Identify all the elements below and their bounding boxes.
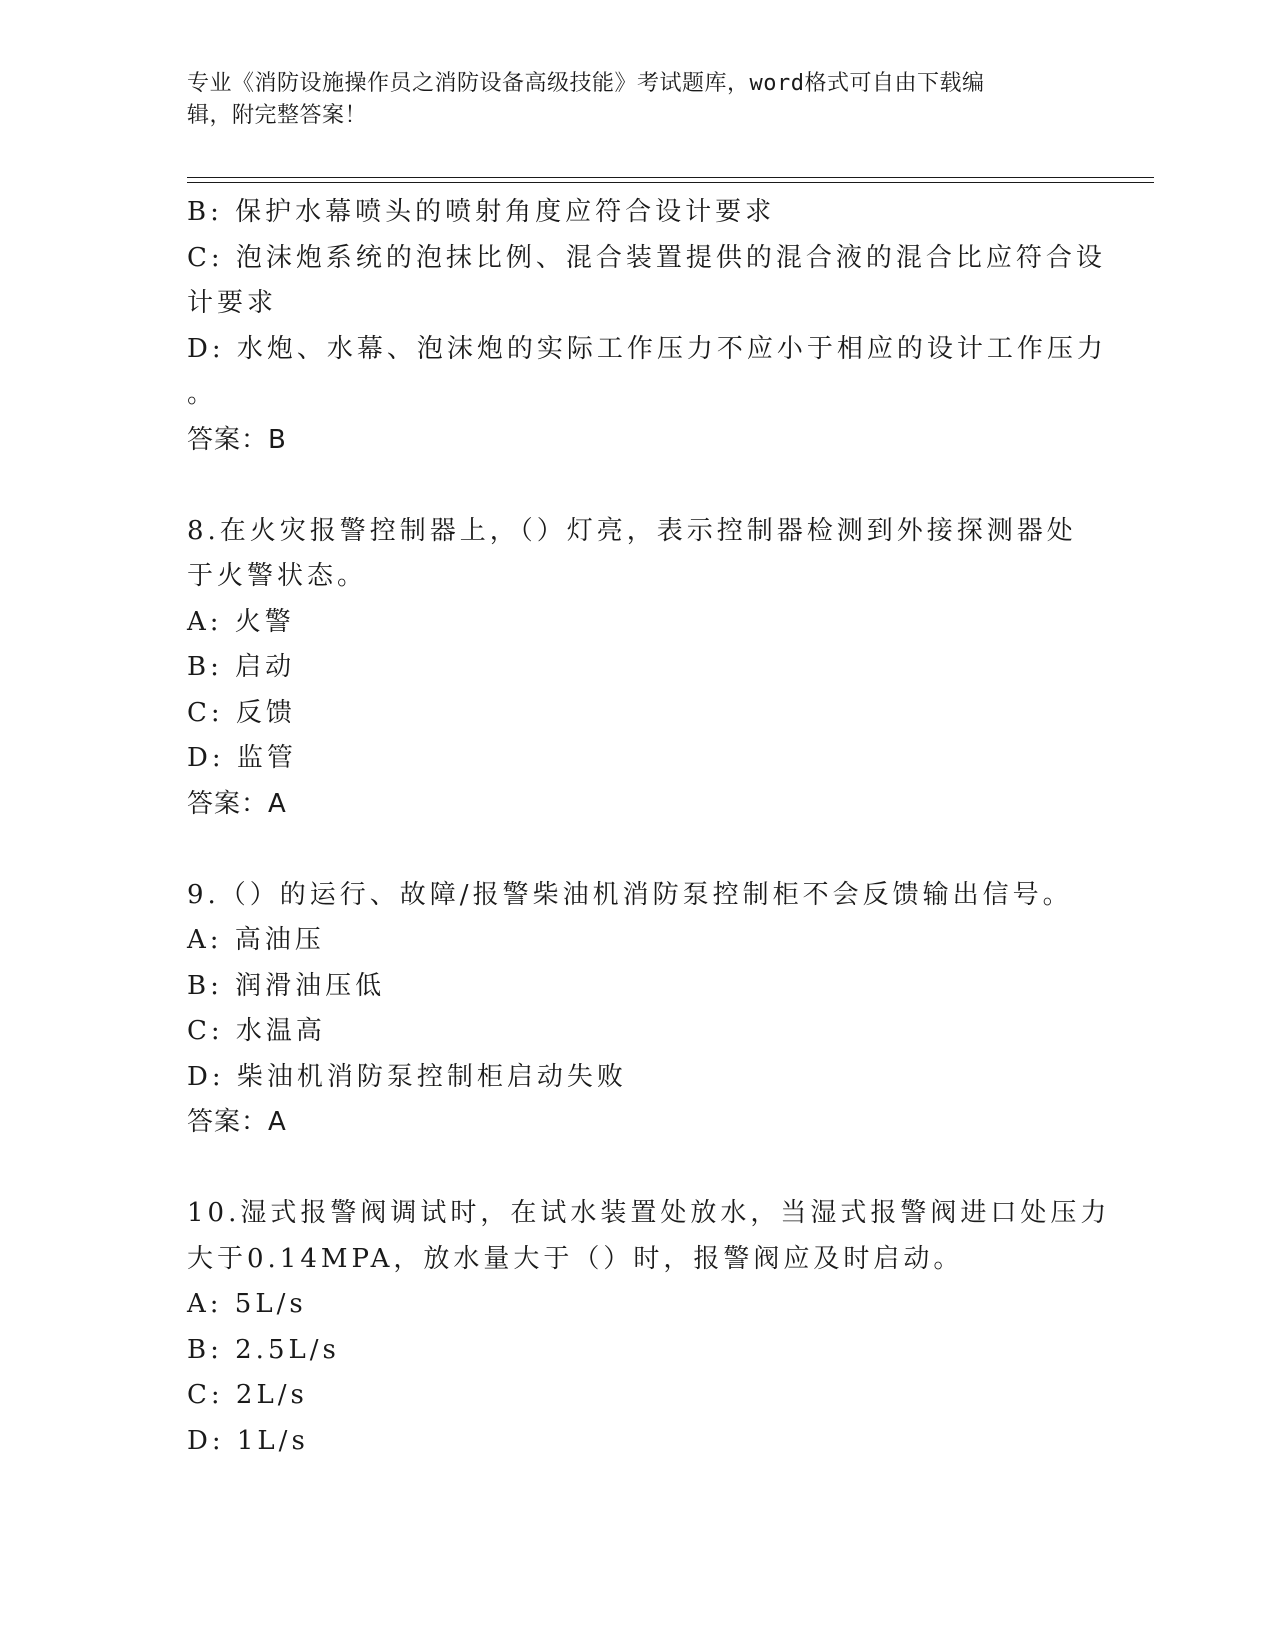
document-header xyxy=(187,68,1067,132)
option-d-line-2: 。 xyxy=(187,379,218,409)
question-8-stem-line-2: 于火警状态。 xyxy=(187,561,368,591)
question-8-stem-line-1: 8.在火灾报警控制器上，（）灯亮，表示控制器检测到外接探测器处 xyxy=(187,515,1077,546)
question-9-option-b: B: 润滑油压低 xyxy=(187,970,386,1001)
question-10-stem-line-2: 大于0.14MPA，放水量大于（）时，报警阀应及时启动。 xyxy=(187,1243,964,1274)
question-9-option-a: A: 高油压 xyxy=(187,925,325,955)
option-c-line-1: C: 泡沫炮系统的泡抹比例、混合装置提供的混合液的混合比应符合设 xyxy=(187,242,1106,273)
question-8-option-d: D: 监管 xyxy=(187,743,297,773)
spacer xyxy=(187,463,1067,509)
header-double-rule xyxy=(187,177,1154,183)
answer-line: 答案：B xyxy=(187,424,287,455)
question-8-option-c: C: 反馈 xyxy=(187,697,296,728)
question-9-option-d: D: 柴油机消防泵控制柜启动失败 xyxy=(187,1061,627,1092)
header-line-2: 辑，附完整答案！ xyxy=(187,103,368,128)
question-10-option-d: D: 1L/s xyxy=(187,1425,309,1456)
question-10-option-a: A: 5L/s xyxy=(187,1289,307,1319)
question-10-option-b: B: 2.5L/s xyxy=(187,1334,340,1365)
previous-question-block xyxy=(187,190,1107,463)
spacer xyxy=(187,1146,1067,1192)
option-d-line-1: D: 水炮、水幕、泡沫炮的实际工作压力不应小于相应的设计工作压力 xyxy=(187,333,1107,364)
question-10-stem-line-1: 10.湿式报警阀调试时，在试水装置处放水，当湿式报警阀进口处压力 xyxy=(187,1198,1111,1228)
question-10-option-c: C: 2L/s xyxy=(187,1380,308,1410)
question-8-option-b: B: 启动 xyxy=(187,652,296,682)
question-content xyxy=(187,190,1111,1464)
question-9-stem: 9.（）的运行、故障/报警柴油机消防泵控制柜不会反馈输出信号。 xyxy=(187,879,1073,910)
question-8-block xyxy=(187,509,1077,828)
question-9-block xyxy=(187,873,1073,1146)
header-line-1: 专业《消防设施操作员之消防设备高级技能》考试题库，word格式可自由下载编 xyxy=(187,71,985,96)
spacer xyxy=(187,827,1067,873)
question-10-block xyxy=(187,1191,1111,1464)
question-8-answer: 答案：A xyxy=(187,788,287,819)
option-c-line-2: 计要求 xyxy=(187,288,278,318)
question-8-option-a: A: 火警 xyxy=(187,606,295,637)
question-9-answer: 答案：A xyxy=(187,1107,287,1137)
option-b: B: 保护水幕喷头的喷射角度应符合设计要求 xyxy=(187,197,776,227)
question-9-option-c: C: 水温高 xyxy=(187,1016,326,1046)
